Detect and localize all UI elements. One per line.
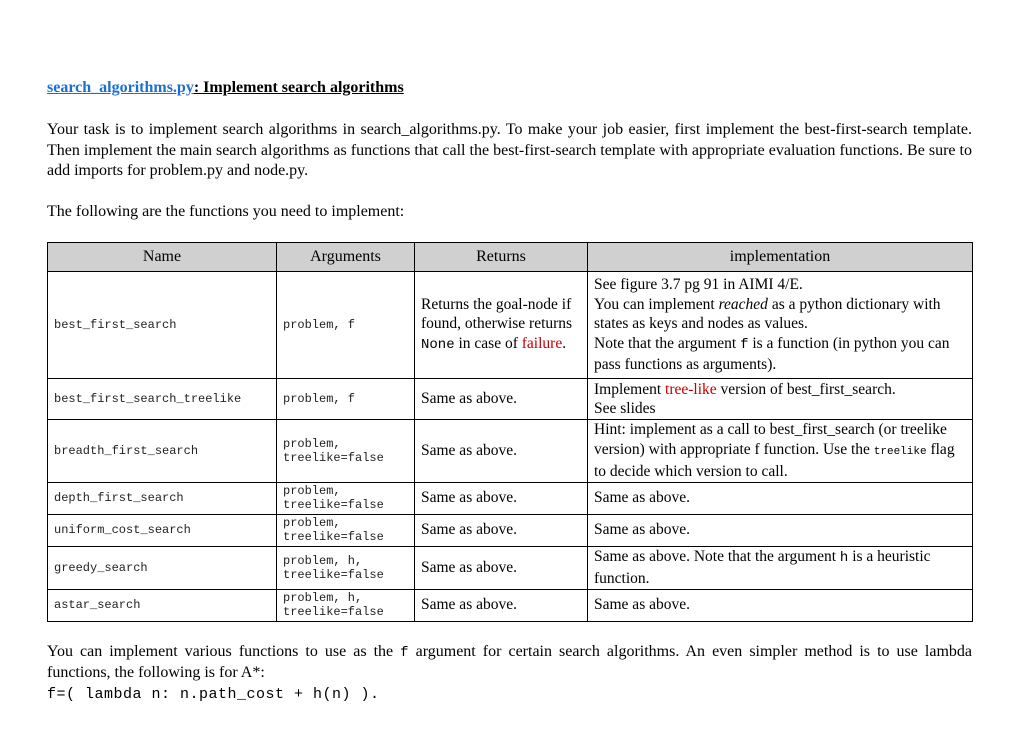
functions-table: [47, 242, 973, 622]
function-returns: Same as above.: [415, 589, 588, 621]
table-row: [48, 420, 973, 483]
table-header-row: [48, 243, 973, 272]
tree-like-text: tree-like: [665, 380, 717, 398]
function-implementation: Same as above. Note that the argument h is a heuristic function.: [588, 546, 973, 589]
function-name: breadth_first_search: [48, 420, 277, 483]
reached-term: reached: [718, 295, 768, 313]
document-page: [47, 78, 972, 706]
table-row: [48, 589, 973, 621]
failure-text: failure: [521, 334, 563, 352]
function-returns: Same as above.: [415, 482, 588, 514]
function-returns: Same as above.: [415, 420, 588, 483]
function-implementation: Same as above.: [588, 589, 973, 621]
function-name: greedy_search: [48, 546, 277, 589]
lambda-code-line: f=( lambda n: n.path_cost + h(n) ).: [47, 685, 380, 703]
table-row: [48, 379, 973, 420]
function-arguments: problem, treelike=false: [277, 420, 415, 483]
none-code: None: [421, 336, 455, 353]
table-row: [48, 514, 973, 546]
function-arguments: problem, treelike=false: [277, 482, 415, 514]
function-implementation: Hint: implement as a call to best_first_search (or treelike version) with appropriate f function. Use the treelike flag to decide which version to call.: [588, 420, 973, 483]
function-name: depth_first_search: [48, 482, 277, 514]
function-implementation: Same as above.: [588, 514, 973, 546]
header-arguments: Arguments: [277, 243, 415, 272]
function-implementation: Implement tree-like version of best_first_search. See slides: [588, 379, 973, 420]
header-returns: Returns: [415, 243, 588, 272]
function-arguments: problem, h, treelike=false: [277, 589, 415, 621]
function-arguments: problem, f: [277, 272, 415, 379]
table-lead-in: The following are the functions you need to implement:: [47, 202, 405, 220]
heading-title: : Implement search algorithms: [193, 79, 404, 96]
outro-paragraph: You can implement various functions to use as the f argument for certain search algorithms. An even simpler method is to use lambda functions, the following is for A*:: [47, 642, 972, 681]
function-arguments: problem, h, treelike=false: [277, 546, 415, 589]
function-returns: Same as above.: [415, 546, 588, 589]
function-returns: Returns the goal-node if found, otherwise returns None in case of failure.: [415, 272, 588, 379]
intro-paragraph: Your task is to implement search algorithms in search_algorithms.py. To make your job easier, first implement the best-first-search template. Then implement the main search algorithms as functions that call the best-first-search template with appropriate evaluation functions. Be sure to add imports for problem.py and node.py.: [47, 121, 972, 179]
function-name: best_first_search_treelike: [48, 379, 277, 420]
header-name: Name: [48, 243, 277, 272]
table-row: [48, 546, 973, 589]
function-implementation: Same as above.: [588, 482, 973, 514]
filename-link[interactable]: search_algorithms.py: [47, 79, 194, 96]
header-implementation: implementation: [588, 243, 973, 272]
table-row: [48, 272, 973, 379]
table-row: [48, 482, 973, 514]
function-returns: Same as above.: [415, 379, 588, 420]
f-argument-code: f: [400, 644, 409, 661]
function-name: astar_search: [48, 589, 277, 621]
function-implementation: See figure 3.7 pg 91 in AIMI 4/E. You can implement reached as a python dictionary with states as keys and nodes as values. Note that the argument f is a function (in python you can pass functions as arguments).: [588, 272, 973, 379]
function-arguments: problem, treelike=false: [277, 514, 415, 546]
section-heading: [47, 78, 972, 98]
function-name: best_first_search: [48, 272, 277, 379]
function-name: uniform_cost_search: [48, 514, 277, 546]
function-arguments: problem, f: [277, 379, 415, 420]
function-returns: Same as above.: [415, 514, 588, 546]
